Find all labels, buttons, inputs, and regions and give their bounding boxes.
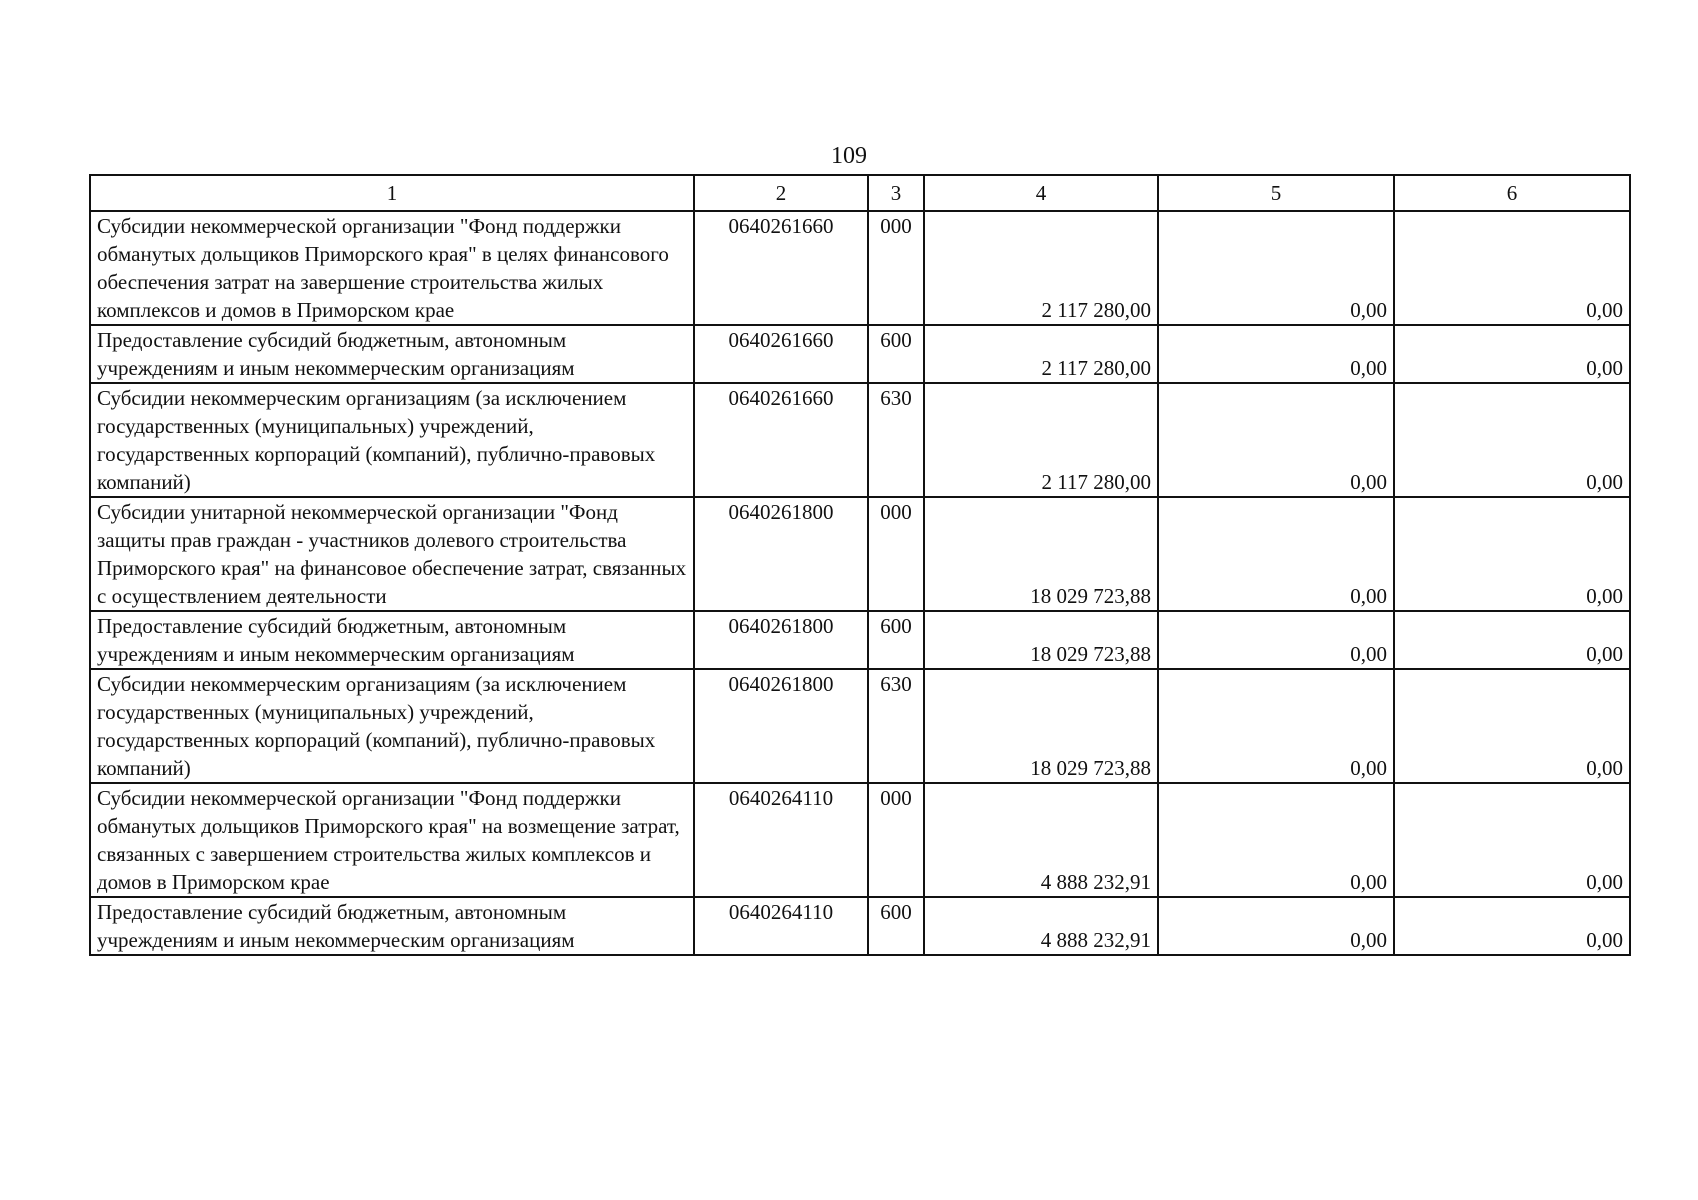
row-name: Предоставление субсидий бюджетным, автономным учреждениям и иным некоммерческим организациям — [90, 897, 694, 955]
header-row — [90, 175, 1630, 211]
table-row — [90, 325, 1630, 383]
row-expense-type: 600 — [868, 325, 924, 383]
header-col-5: 5 — [1158, 175, 1394, 211]
row-name: Субсидии некоммерческим организациям (за исключением государственных (муниципальных) учреждений, государственных корпораций (компаний), публично-правовых компаний) — [90, 383, 694, 497]
row-amount-4: 2 117 280,00 — [924, 325, 1158, 383]
row-amount-6: 0,00 — [1394, 497, 1630, 611]
row-amount-4: 18 029 723,88 — [924, 497, 1158, 611]
row-amount-6: 0,00 — [1394, 897, 1630, 955]
table-row — [90, 383, 1630, 497]
table-row — [90, 611, 1630, 669]
row-target-code: 0640264110 — [694, 783, 868, 897]
row-expense-type: 630 — [868, 383, 924, 497]
row-amount-5: 0,00 — [1158, 497, 1394, 611]
table-body — [90, 211, 1630, 955]
table-row — [90, 497, 1630, 611]
row-target-code: 0640261800 — [694, 669, 868, 783]
row-amount-6: 0,00 — [1394, 383, 1630, 497]
row-amount-5: 0,00 — [1158, 325, 1394, 383]
row-expense-type: 000 — [868, 211, 924, 325]
row-amount-4: 4 888 232,91 — [924, 783, 1158, 897]
row-expense-type: 600 — [868, 611, 924, 669]
row-amount-5: 0,00 — [1158, 783, 1394, 897]
row-target-code: 0640261660 — [694, 211, 868, 325]
row-amount-5: 0,00 — [1158, 383, 1394, 497]
row-expense-type: 000 — [868, 783, 924, 897]
row-amount-6: 0,00 — [1394, 211, 1630, 325]
row-amount-6: 0,00 — [1394, 611, 1630, 669]
row-amount-5: 0,00 — [1158, 211, 1394, 325]
header-col-3: 3 — [868, 175, 924, 211]
page-number: 109 — [831, 143, 867, 169]
row-amount-4: 18 029 723,88 — [924, 611, 1158, 669]
row-amount-6: 0,00 — [1394, 783, 1630, 897]
row-amount-5: 0,00 — [1158, 611, 1394, 669]
table-row — [90, 783, 1630, 897]
row-amount-4: 18 029 723,88 — [924, 669, 1158, 783]
row-amount-5: 0,00 — [1158, 897, 1394, 955]
row-expense-type: 630 — [868, 669, 924, 783]
row-target-code: 0640264110 — [694, 897, 868, 955]
row-amount-6: 0,00 — [1394, 669, 1630, 783]
header-col-4: 4 — [924, 175, 1158, 211]
row-name: Предоставление субсидий бюджетным, автономным учреждениям и иным некоммерческим организациям — [90, 611, 694, 669]
row-amount-4: 2 117 280,00 — [924, 211, 1158, 325]
row-expense-type: 000 — [868, 497, 924, 611]
row-amount-6: 0,00 — [1394, 325, 1630, 383]
table-header — [90, 175, 1630, 211]
header-col-6: 6 — [1394, 175, 1630, 211]
row-name: Субсидии некоммерческой организации "Фонд поддержки обманутых дольщиков Приморского края" в целях финансового обеспечения затрат на завершение строительства жилых комплексов и домов в Приморском крае — [90, 211, 694, 325]
row-name: Субсидии некоммерческим организациям (за исключением государственных (муниципальных) учреждений, государственных корпораций (компаний), публично-правовых компаний) — [90, 669, 694, 783]
row-target-code: 0640261660 — [694, 383, 868, 497]
header-col-1: 1 — [90, 175, 694, 211]
row-name: Субсидии унитарной некоммерческой организации "Фонд защиты прав граждан - участников долевого строительства Приморского края" на финансовое обеспечение затрат, связанных с осуществлением деятельности — [90, 497, 694, 611]
row-target-code: 0640261660 — [694, 325, 868, 383]
table-row — [90, 669, 1630, 783]
table-row — [90, 897, 1630, 955]
row-amount-5: 0,00 — [1158, 669, 1394, 783]
row-name: Предоставление субсидий бюджетным, автономным учреждениям и иным некоммерческим организациям — [90, 325, 694, 383]
row-expense-type: 600 — [868, 897, 924, 955]
budget-table — [89, 174, 1631, 956]
header-col-2: 2 — [694, 175, 868, 211]
row-amount-4: 4 888 232,91 — [924, 897, 1158, 955]
row-name: Субсидии некоммерческой организации "Фонд поддержки обманутых дольщиков Приморского края" на возмещение затрат, связанных с завершением строительства жилых комплексов и домов в Приморском крае — [90, 783, 694, 897]
row-amount-4: 2 117 280,00 — [924, 383, 1158, 497]
row-target-code: 0640261800 — [694, 497, 868, 611]
row-target-code: 0640261800 — [694, 611, 868, 669]
table-row — [90, 211, 1630, 325]
